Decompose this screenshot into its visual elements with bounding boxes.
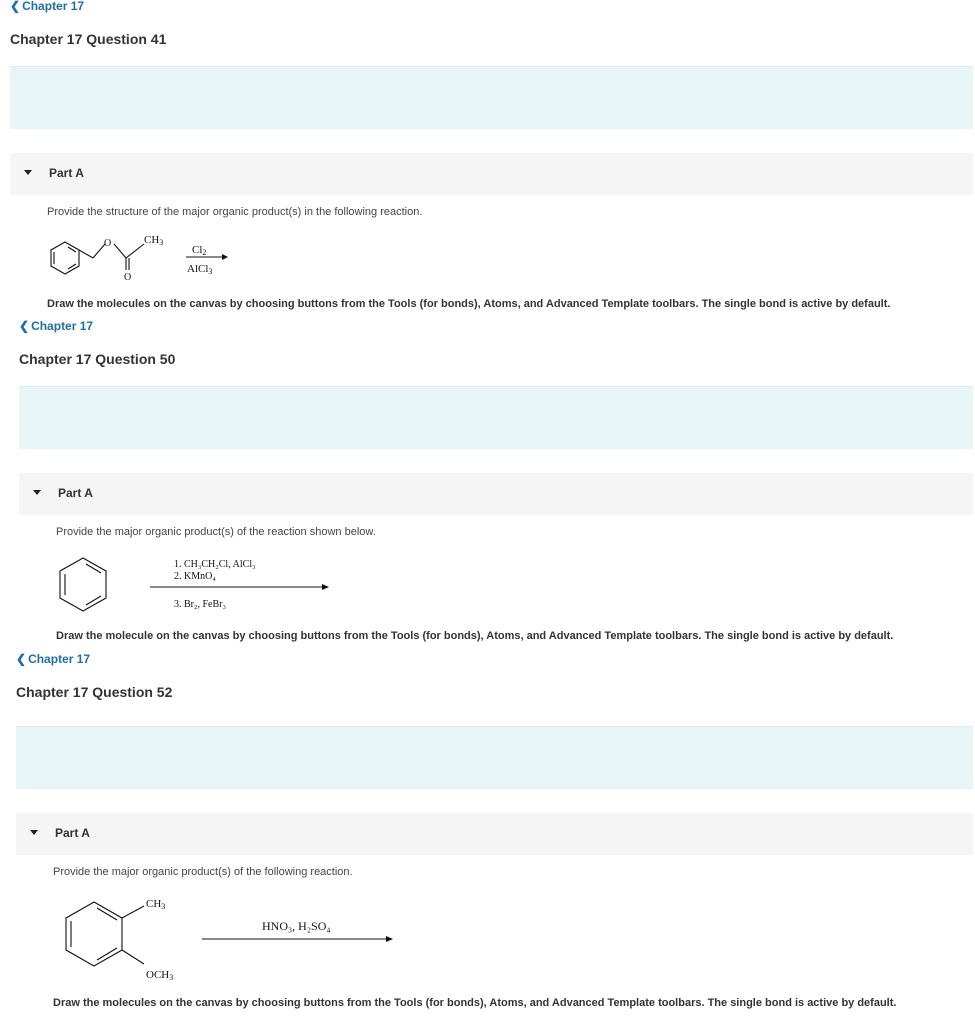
reagent-cl2: Cl2 xyxy=(192,244,207,257)
question-intro-band xyxy=(10,66,973,129)
part-label: Part A xyxy=(49,166,84,180)
methyl-label: CH3 xyxy=(144,234,164,247)
part-a-toggle[interactable] xyxy=(16,813,973,855)
back-to-chapter-link[interactable]: ❮ Chapter 17 xyxy=(16,652,91,666)
methyl-label: CH3 xyxy=(146,898,166,911)
part-a-toggle[interactable] xyxy=(19,473,973,515)
question-title: Chapter 17 Question 50 xyxy=(19,351,176,367)
reagent-step-2: 2. KMnO₄ xyxy=(174,571,216,582)
benzene-ring xyxy=(66,902,122,966)
part-label: Part A xyxy=(58,486,93,500)
back-to-chapter-link[interactable]: ❮ Chapter 17 xyxy=(19,319,94,333)
reagent-step-1: 1. CH₃CH₂Cl, AlCl₃ xyxy=(174,559,256,570)
question-intro-band xyxy=(16,726,973,789)
question-prompt: Provide the structure of the major organic product(s) in the following reaction. xyxy=(47,206,423,218)
drawing-instructions: Draw the molecules on the canvas by choosing buttons from the Tools (for bonds), Atoms, and Advanced Template toolbars. The single bond is active by default. xyxy=(53,997,897,1009)
drawing-instructions: Draw the molecules on the canvas by choosing buttons from the Tools (for bonds), Atoms, and Advanced Template toolbars. The single bond is active by default. xyxy=(47,298,891,310)
question-title: Chapter 17 Question 52 xyxy=(16,684,173,700)
reagent-step-3: 3. Br₂, FeBr₃ xyxy=(174,599,226,610)
chevron-left-icon: ❮ xyxy=(19,319,30,333)
question-prompt: Provide the major organic product(s) of the reaction shown below. xyxy=(56,526,376,538)
drawing-instructions: Draw the molecule on the canvas by choosing buttons from the Tools (for bonds), Atoms, and Advanced Template toolbars. The single bond is active by default. xyxy=(56,630,894,642)
back-to-chapter-link[interactable]: ❮ Chapter 17 xyxy=(10,0,85,13)
question-prompt: Provide the major organic product(s) of the following reaction. xyxy=(53,866,353,878)
carbonyl-oxygen-label: O xyxy=(124,272,132,283)
reagent-nitration: HNO₃, H₂SO₄ xyxy=(262,919,331,933)
part-label: Part A xyxy=(55,826,90,840)
chevron-left-icon: ❮ xyxy=(10,0,21,13)
ester-oxygen-label: O xyxy=(104,238,112,249)
question-intro-band xyxy=(19,386,973,449)
caret-down-icon xyxy=(30,830,38,835)
reaction-scheme-q52 xyxy=(50,890,400,986)
benzene-ring xyxy=(51,242,79,274)
reagent-alcl3: AlCl3 xyxy=(187,263,213,276)
reaction-scheme-q50 xyxy=(50,553,340,617)
question-title: Chapter 17 Question 41 xyxy=(10,31,167,47)
part-a-toggle[interactable] xyxy=(10,153,973,195)
methoxy-label: OCH3 xyxy=(146,969,174,982)
chevron-left-icon: ❮ xyxy=(16,652,27,666)
benzene-ring xyxy=(60,558,106,611)
caret-down-icon xyxy=(33,490,41,495)
caret-down-icon xyxy=(24,170,32,175)
reaction-scheme-q41 xyxy=(40,230,240,286)
